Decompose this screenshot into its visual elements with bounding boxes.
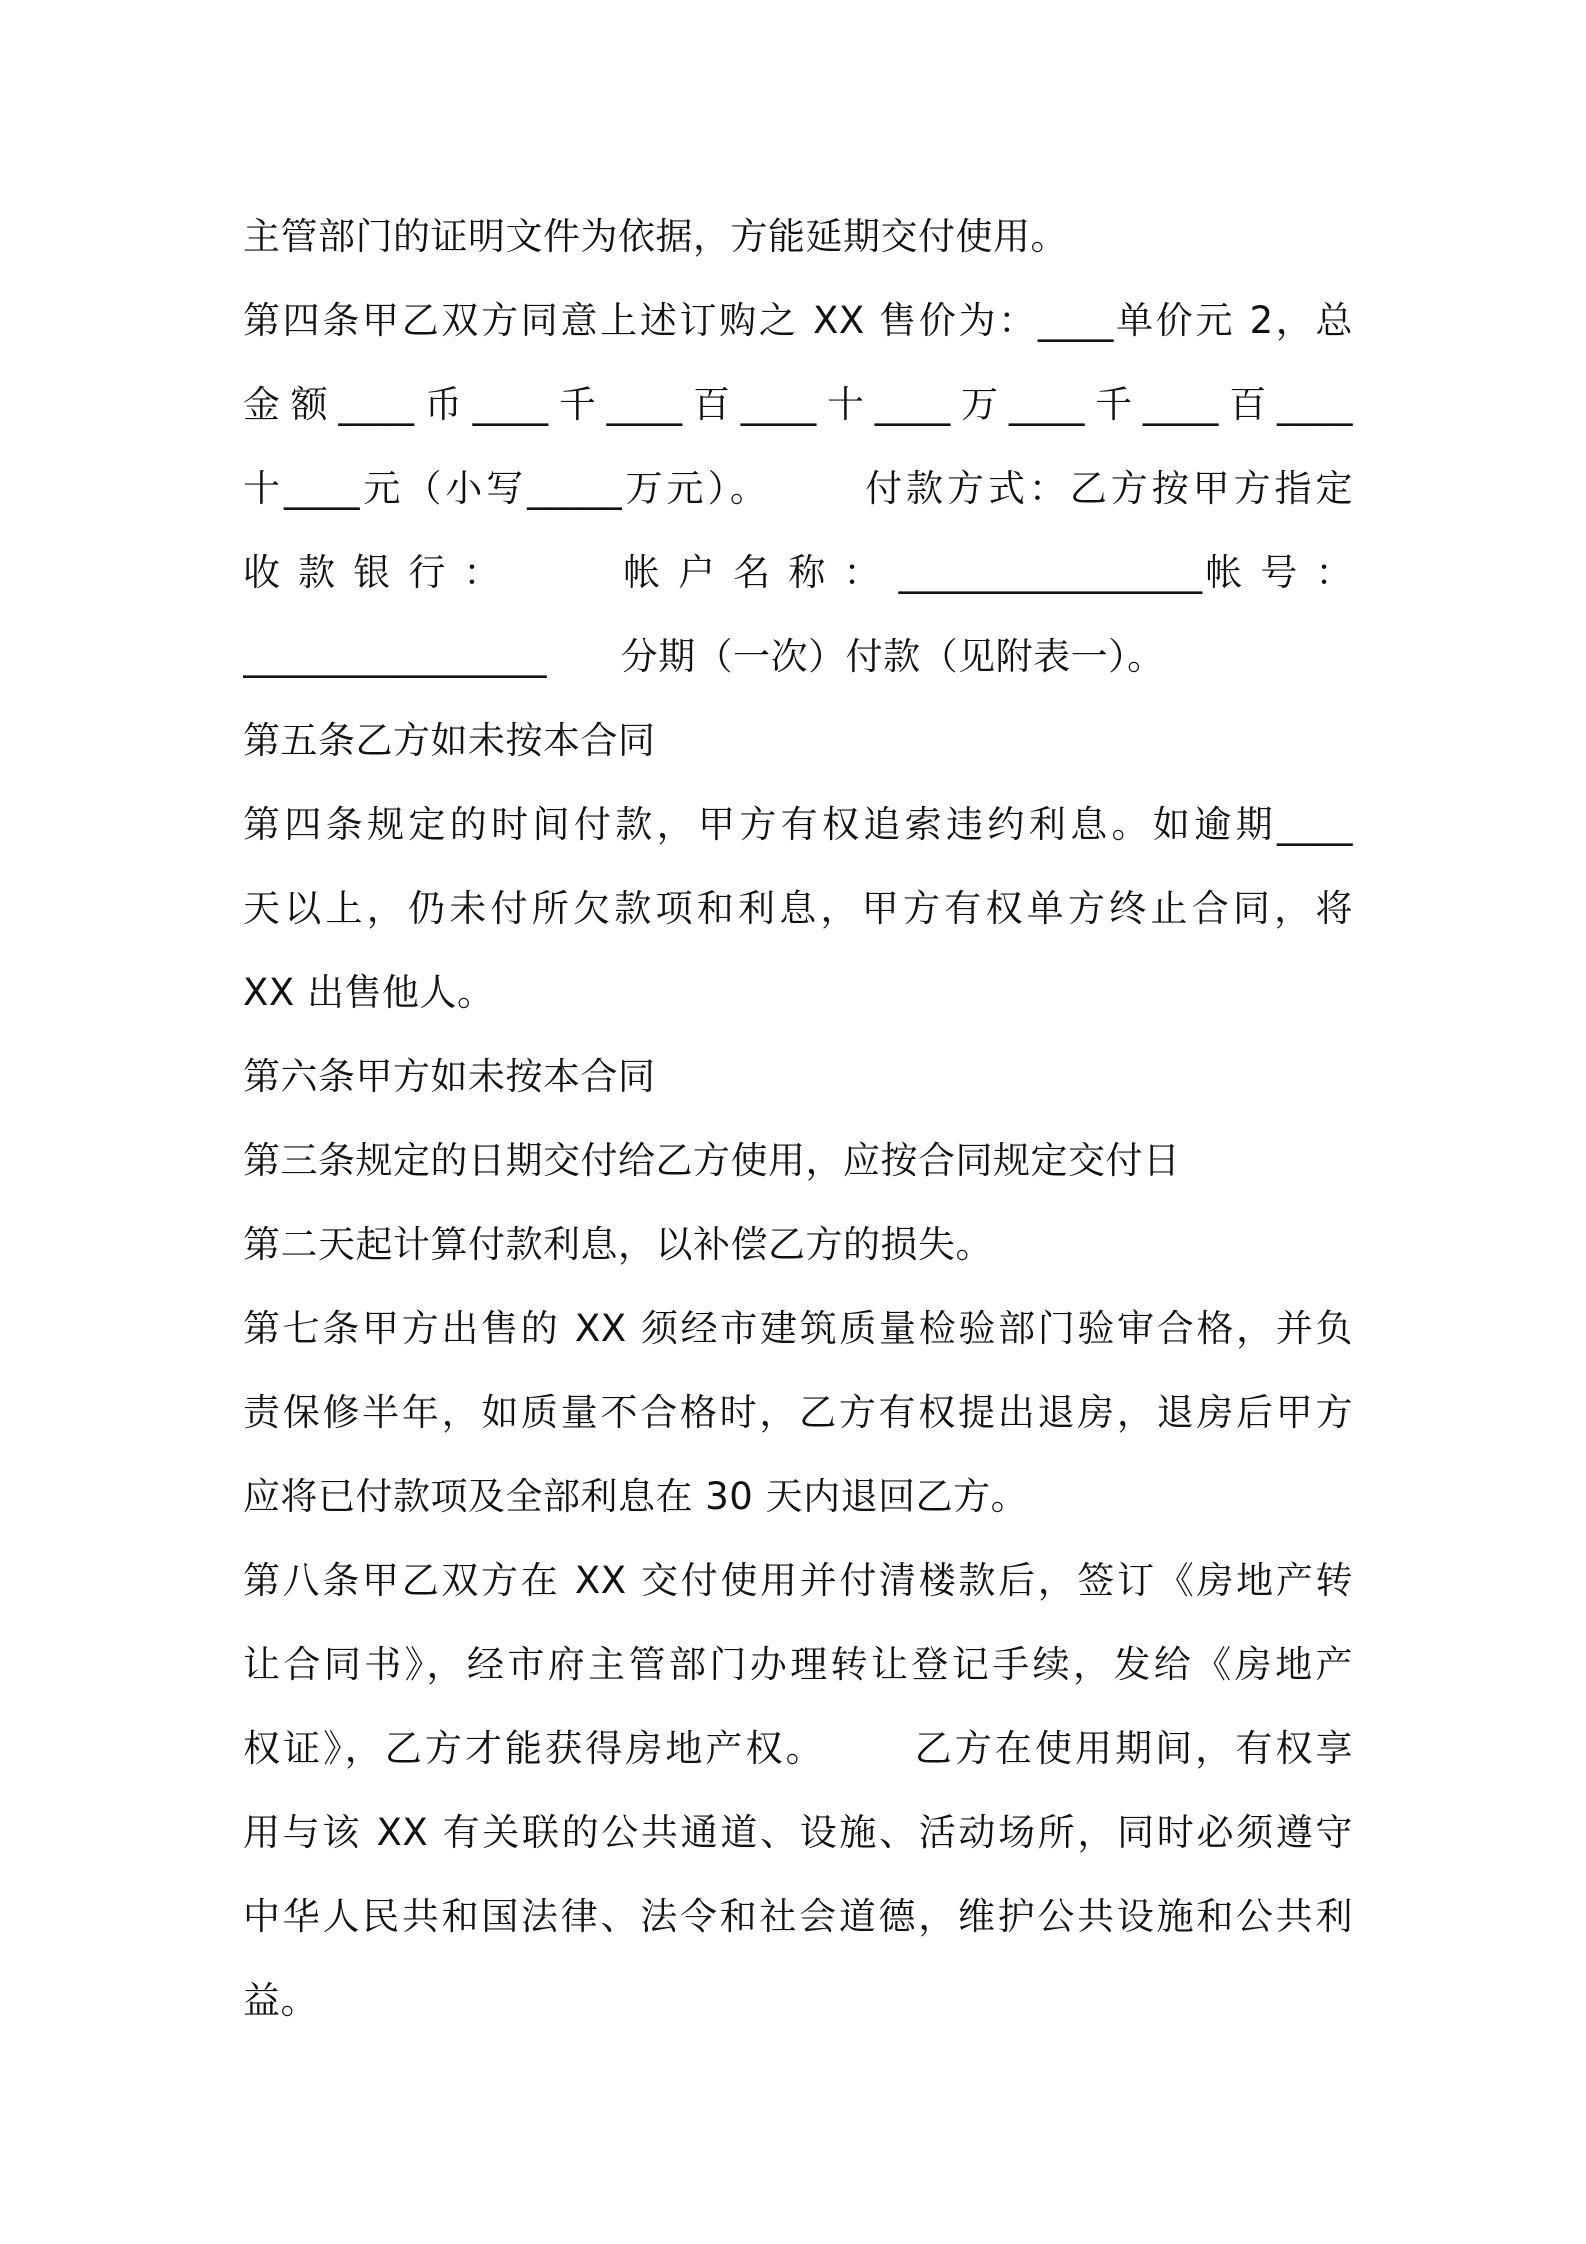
text-line: 金额____币____千____百____十____万____千____百____ (243, 383, 1353, 426)
text-line: 主管部门的证明文件为依据，方能延期交付使用。 (243, 215, 1068, 258)
text-line: 收 款 银 行 ： 帐 户 名 称 ： ________________帐 号 ： (243, 551, 1353, 594)
text-line: 第五条乙方如未按本合同 (243, 719, 656, 762)
text-line: 天以上，仍未付所欠款项和利息，甲方有权单方终止合同，将 (243, 887, 1353, 930)
text-line: 让合同书》，经市府主管部门办理转让登记手续，发给《房地产 (243, 1643, 1353, 1686)
text-line: 责保修半年，如质量不合格时，乙方有权提出退房，退房后甲方 (243, 1391, 1353, 1434)
text-line: 第六条甲方如未按本合同 (243, 1055, 656, 1098)
text-line: 中华人民共和国法律、法令和社会道德，维护公共设施和公共利 (243, 1895, 1353, 1938)
text-line: 权证》，乙方才能获得房地产权。 乙方在使用期间，有权享 (243, 1727, 1353, 1770)
contract-body (243, 195, 1353, 2043)
text-line: 用与该 XX 有关联的公共通道、设施、活动场所，同时必须遵守 (243, 1811, 1353, 1854)
text-line: 第二天起计算付款利息，以补偿乙方的损失。 (243, 1223, 993, 1266)
text-line: 十____元（小写_____万元）。 付款方式：乙方按甲方指定 (243, 467, 1353, 510)
text-line: 第四条甲乙双方同意上述订购之 XX 售价为：____单价元 2，总 (243, 299, 1353, 342)
text-line: 第三条规定的日期交付给乙方使用，应按合同规定交付日 (243, 1139, 1181, 1182)
text-line: XX 出售他人。 (243, 971, 495, 1014)
text-line: 应将已付款项及全部利息在 30 天内退回乙方。 (243, 1475, 1029, 1518)
text-line: 第七条甲方出售的 XX 须经市建筑质量检验部门验审合格，并负 (243, 1307, 1353, 1350)
text-line: 第八条甲乙双方在 XX 交付使用并付清楼款后，签订《房地产转 (243, 1559, 1353, 1602)
text-line: 益。 (243, 1979, 318, 2022)
text-line: ________________ 分期（一次）付款（见附表一）。 (243, 635, 1165, 678)
text-line: 第四条规定的时间付款，甲方有权追索违约利息。如逾期____ (243, 803, 1353, 846)
